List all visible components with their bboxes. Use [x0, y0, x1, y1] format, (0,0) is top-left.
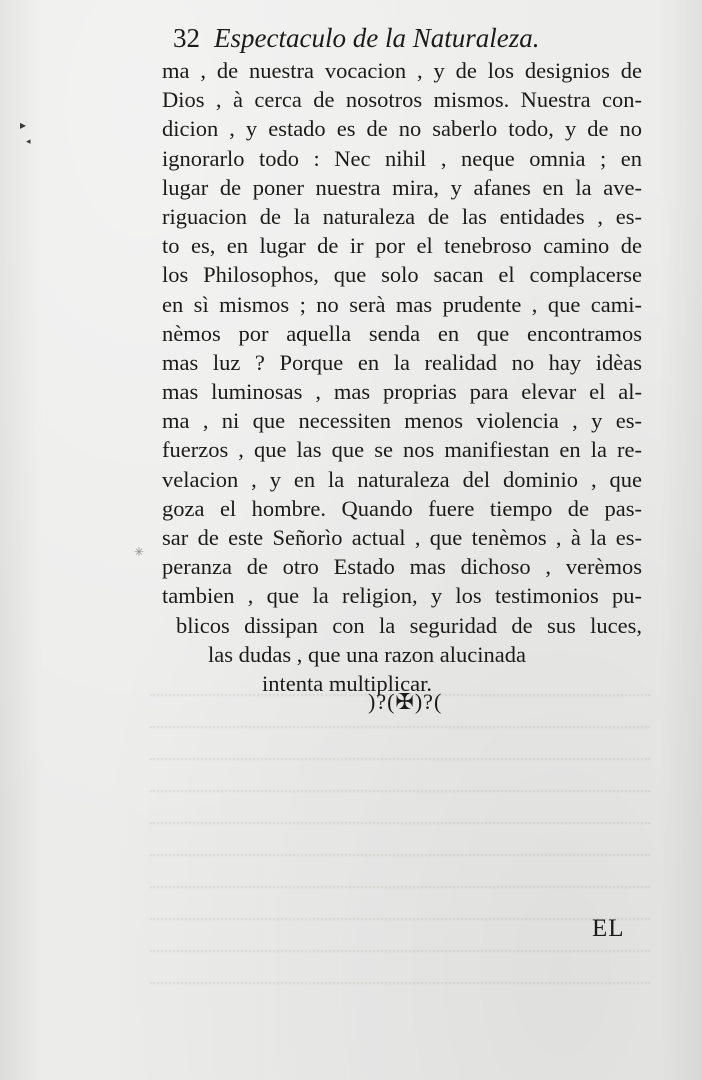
text-line: goza el hombre. Quando fuere tiempo de pas-: [162, 495, 642, 521]
text-line: riguacion de la naturaleza de las entidades , es-: [162, 203, 642, 229]
text-line: los Philosophos, que solo sacan el complacerse: [162, 262, 642, 288]
catchword: EL: [592, 915, 625, 942]
text-line: las dudas , que una razon alucinada: [208, 641, 526, 667]
text-line: ma , de nuestra vocacion , y de los designios de: [162, 58, 642, 83]
text-line: fuerzos , que las que se nos manifiestan en la re-: [162, 437, 642, 463]
text-line: peranza de otro Estado mas dichoso , verèmos: [162, 554, 642, 580]
running-title: Espectaculo de la Naturaleza.: [214, 23, 540, 53]
text-line: ma , ni que necessiten menos violencia , y es-: [162, 408, 642, 434]
page-number: 32: [173, 23, 200, 53]
text-line: en sì mismos ; no serà mas prudente , que cami-: [162, 291, 642, 317]
printer-ornament: )?(✠)?(: [368, 689, 443, 714]
paper-blemish: ◂: [26, 136, 31, 146]
text-line: sar de este Señorìo actual , que tenèmos , à la es-: [162, 525, 642, 550]
text-line: dicion , y estado es de no saberlo todo, y de no: [162, 116, 642, 142]
text-line: blicos dissipan con la seguridad de sus luces,: [176, 612, 642, 638]
text-line: mas luminosas , mas proprias para elevar el al-: [162, 379, 642, 405]
text-line: tambien , que la religion, y los testimonios pu-: [162, 583, 642, 609]
paper-blemish: ✳: [134, 545, 145, 559]
paper-blemish: ▸: [20, 118, 27, 132]
text-line: velacion , y en la naturaleza del dominio , que: [162, 466, 642, 492]
text-line: intenta multiplicar.: [262, 670, 432, 696]
text-line: lugar de poner nuestra mira, y afanes en la ave-: [162, 174, 642, 200]
text-line: nèmos por aquella senda en que encontramos: [162, 320, 642, 346]
text-line: Dios , à cerca de nosotros mismos. Nuestra con-: [162, 87, 642, 113]
body-text: [162, 56, 642, 698]
page-header: [173, 20, 539, 56]
text-line: mas luz ? Porque en la realidad no hay idèas: [162, 349, 642, 375]
text-line: to es, en lugar de ir por el tenebroso camino de: [162, 233, 642, 259]
text-line: ignorarlo todo : Nec nihil , neque omnia ; en: [162, 145, 642, 171]
